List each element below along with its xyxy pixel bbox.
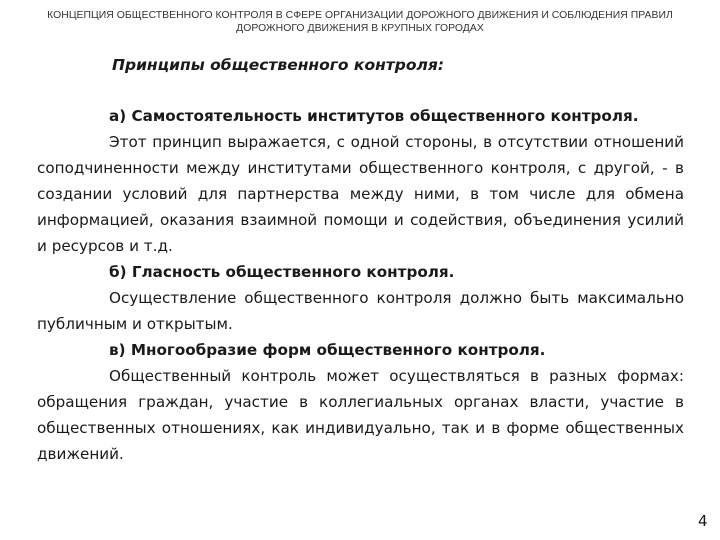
section-heading: Принципы общественного контроля: [112,56,445,74]
principle-b-title: б) Гласность общественного контроля. [109,263,455,281]
principle-a-text: Этот принцип выражается, с одной стороны, в отсутствии отношений соподчиненности между институтами общественного контроля, с другой, - в создании условий для партнерства между ними, в том числе для обмена информацией, оказания взаимной помощи и содействия, объединения усилий и ресурсов и т.д. [37,133,684,255]
principle-c-title: в) Многообразие форм общественного контроля. [109,341,546,359]
header-title-line-1: КОНЦЕПЦИЯ ОБЩЕСТВЕННОГО КОНТРОЛЯ В СФЕРЕ ОРГАНИЗАЦИИ ДОРОЖНОГО ДВИЖЕНИЯ И СОБЛЮДЕНИЯ ПРАВИЛ [47,10,673,21]
principle-b-text: Осуществление общественного контроля должно быть максимально публичным и открытым. [37,289,684,333]
principles-body [37,103,684,467]
header-title-line-2: ДОРОЖНОГО ДВИЖЕНИЯ В КРУПНЫХ ГОРОДАХ [236,23,484,34]
document-header [10,9,710,35]
principle-c-text: Общественный контроль может осуществляться в разных формах: обращения граждан, участие в коллегиальных органах власти, участие в общественных отношениях, как индивидуально, так и в форме общественных движений. [37,367,684,463]
principle-a-title: а) Самостоятельность институтов общественного контроля. [109,107,639,125]
page-number: 4 [698,512,708,530]
